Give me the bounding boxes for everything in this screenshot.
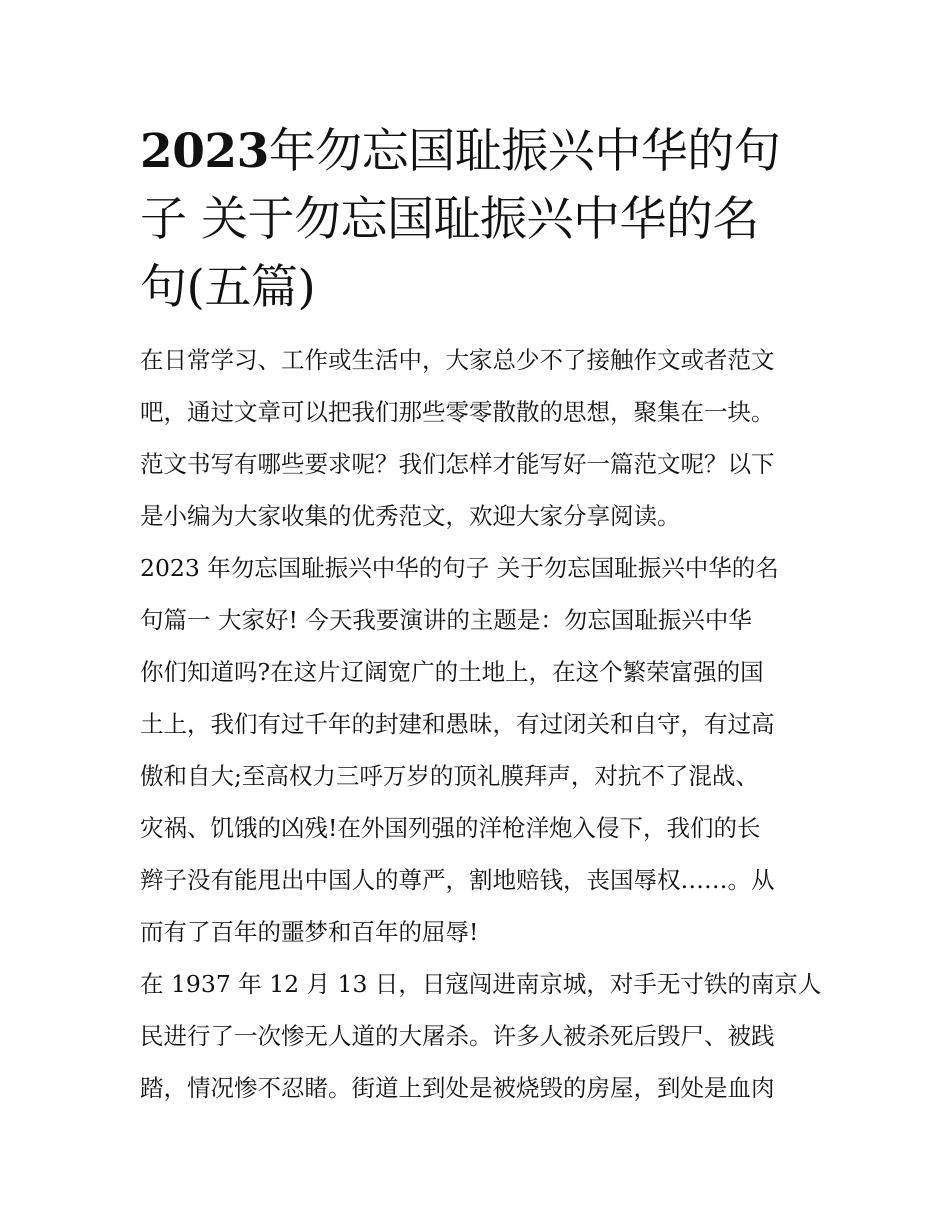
title-year: 2023 [140,124,269,179]
document-title [140,118,812,322]
body-line: 灾祸、饥饿的凶残!在外国列强的洋枪洋炮入侵下，我们的长 [140,814,761,842]
body-line: 而有了百年的噩梦和百年的屈辱! [140,918,479,946]
intro-line: 范文书写有哪些要求呢？我们怎样才能写好一篇范文呢？以下 [140,450,775,478]
body-line: 土上，我们有过千年的封建和愚昧，有过闭关和自守，有过高 [140,710,775,738]
body-line: 在 1937 年 12 月 13 日，日寇闯进南京城，对手无寸铁的南京人 [140,970,822,998]
body-line: 踏，情况惨不忍睹。街道上到处是被烧毁的房屋，到处是血肉 [140,1074,775,1102]
body-line: 辫子没有能甩出中国人的尊严，割地赔钱，丧国辱权……。从 [140,866,775,894]
body-line: 你们知道吗?在这片辽阔宽广的土地上，在这个繁荣富强的国 [140,658,764,686]
body-line: 民进行了一次惨无人道的大屠杀。许多人被杀死后毁尸、被践 [140,1022,775,1050]
section-heading [140,542,812,646]
intro-paragraph [140,334,812,542]
intro-line: 是小编为大家收集的优秀范文，欢迎大家分享阅读。 [140,502,681,530]
title-line-1 [140,118,812,186]
document-body [140,118,822,1114]
title-line-3: 句(五篇) [140,260,316,315]
section-heading-line: 句篇一 大家好! 今天我要演讲的主题是：勿忘国耻振兴中华 [140,606,752,634]
intro-line: 吧，通过文章可以把我们那些零零散散的思想，聚集在一块。 [140,398,775,426]
intro-line: 在日常学习、工作或生活中，大家总少不了接触作文或者范文 [140,346,775,374]
body-paragraph-2 [140,958,822,1114]
body-paragraph-1 [140,646,812,958]
title-line-2: 子 关于勿忘国耻振兴中华的名 [140,192,759,247]
section-heading-line: 2023 年勿忘国耻振兴中华的句子 关于勿忘国耻振兴中华的名 [140,554,779,582]
body-line: 傲和自大;至高权力三呼万岁的顶礼膜拜声，对抗不了混战、 [140,762,759,790]
title-line-1-text: 年勿忘国耻振兴中华的句 [268,124,781,179]
